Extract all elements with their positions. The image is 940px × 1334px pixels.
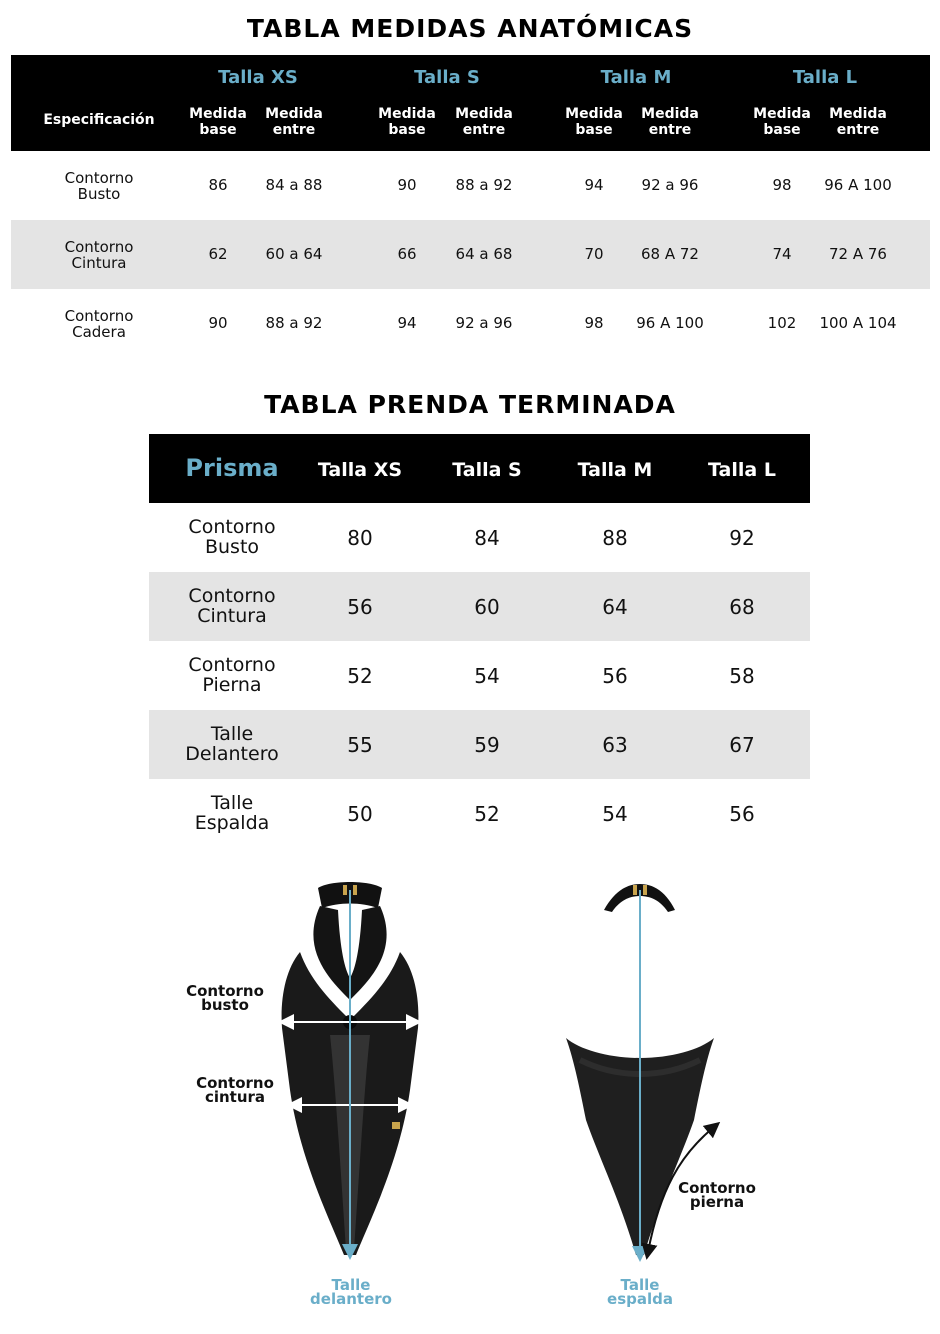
table-row [11, 151, 930, 220]
table-cell: 92 a 96 [641, 176, 699, 194]
table-cell: 98 [584, 314, 604, 332]
bust-annotation: Contorno busto [186, 982, 264, 1014]
front-view [282, 882, 419, 1255]
anatomical-table-title: TABLA MEDIDAS ANATÓMICAS [246, 14, 694, 43]
table-cell: 68 A 72 [641, 245, 699, 263]
table-cell: 60 [474, 595, 500, 619]
table-row [149, 641, 810, 710]
row-label: Contorno Cintura [188, 585, 276, 627]
table-cell: 70 [584, 245, 604, 263]
table-cell: 59 [474, 733, 500, 757]
table-cell: 84 [474, 526, 500, 550]
table-cell: 52 [347, 664, 373, 688]
row-label: Contorno Pierna [188, 654, 276, 696]
table-cell: 88 a 92 [265, 314, 323, 332]
table-cell: 68 [729, 595, 755, 619]
table-cell: 66 [397, 245, 417, 263]
waist-annotation: Contorno cintura [196, 1074, 274, 1106]
table-cell: 92 a 96 [455, 314, 513, 332]
table-cell: 94 [584, 176, 604, 194]
table-cell: 54 [474, 664, 500, 688]
table-cell: 50 [347, 802, 373, 826]
table-row [149, 710, 810, 779]
sub-header-base: Medida base [378, 106, 436, 138]
size-xs-header: Talla XS [317, 459, 403, 481]
size-l-header: Talla L [792, 67, 858, 88]
table-cell: 102 [767, 314, 797, 332]
garment-table-title: TABLA PRENDA TERMINADA [264, 390, 676, 419]
sub-header-range: Medida entre [265, 106, 323, 138]
size-l-header: Talla L [708, 459, 776, 481]
table-cell: 56 [347, 595, 373, 619]
table-cell: 74 [772, 245, 792, 263]
size-m-header: Talla M [577, 459, 653, 481]
table-cell: 56 [729, 802, 755, 826]
table-row [11, 289, 930, 358]
table-cell: 88 a 92 [455, 176, 513, 194]
table-row [149, 779, 810, 848]
sub-header-range: Medida entre [829, 106, 887, 138]
row-label: Contorno Busto [188, 516, 276, 558]
table-cell: 56 [602, 664, 628, 688]
table-cell: 62 [208, 245, 228, 263]
leg-annotation: Contorno pierna [678, 1179, 756, 1211]
garment-table [149, 434, 810, 848]
row-label: Contorno Cintura [64, 238, 134, 272]
table-cell: 63 [602, 733, 628, 757]
row-label: Talle Espalda [194, 792, 270, 834]
size-xs-header: Talla XS [218, 67, 298, 88]
garment-diagram [0, 860, 940, 1330]
table-cell: 84 a 88 [265, 176, 323, 194]
table-cell: 64 a 68 [455, 245, 513, 263]
table-row [149, 503, 810, 572]
table-cell: 94 [397, 314, 417, 332]
sub-header-range: Medida entre [455, 106, 513, 138]
table-cell: 60 a 64 [265, 245, 323, 263]
size-s-header: Talla S [414, 67, 480, 88]
swimsuit-illustration [0, 860, 940, 1330]
table-cell: 72 A 76 [829, 245, 887, 263]
row-label: Contorno Busto [64, 169, 134, 203]
back-length-annotation: Talle espalda [607, 1276, 673, 1308]
row-label: Contorno Cadera [64, 307, 134, 341]
table-cell: 52 [474, 802, 500, 826]
table-cell: 100 A 104 [819, 314, 897, 332]
sub-header-base: Medida base [565, 106, 623, 138]
anatomical-table [11, 55, 930, 358]
garment-table-header [149, 434, 810, 503]
table-cell: 67 [729, 733, 755, 757]
table-cell: 90 [208, 314, 228, 332]
table-cell: 92 [729, 526, 755, 550]
sub-header-base: Medida base [189, 106, 247, 138]
size-s-header: Talla S [452, 459, 522, 481]
table-cell: 64 [602, 595, 628, 619]
table-cell: 96 A 100 [824, 176, 892, 194]
sub-header-range: Medida entre [641, 106, 699, 138]
table-cell: 86 [208, 176, 228, 194]
spec-header: Especificación [43, 112, 155, 128]
table-cell: 90 [397, 176, 417, 194]
table-cell: 96 A 100 [636, 314, 704, 332]
sub-header-base: Medida base [753, 106, 811, 138]
table-cell: 98 [772, 176, 792, 194]
table-cell: 58 [729, 664, 755, 688]
table-cell: 55 [347, 733, 373, 757]
table-cell: 88 [602, 526, 628, 550]
table-cell: 80 [347, 526, 373, 550]
table-row [149, 572, 810, 641]
table-cell: 54 [602, 802, 628, 826]
front-length-annotation: Talle delantero [310, 1276, 392, 1308]
table-row [11, 220, 930, 289]
anatomical-table-header [11, 55, 930, 151]
brand-name: Prisma [185, 454, 279, 482]
size-m-header: Talla M [600, 67, 672, 88]
row-label: Talle Delantero [185, 723, 279, 765]
